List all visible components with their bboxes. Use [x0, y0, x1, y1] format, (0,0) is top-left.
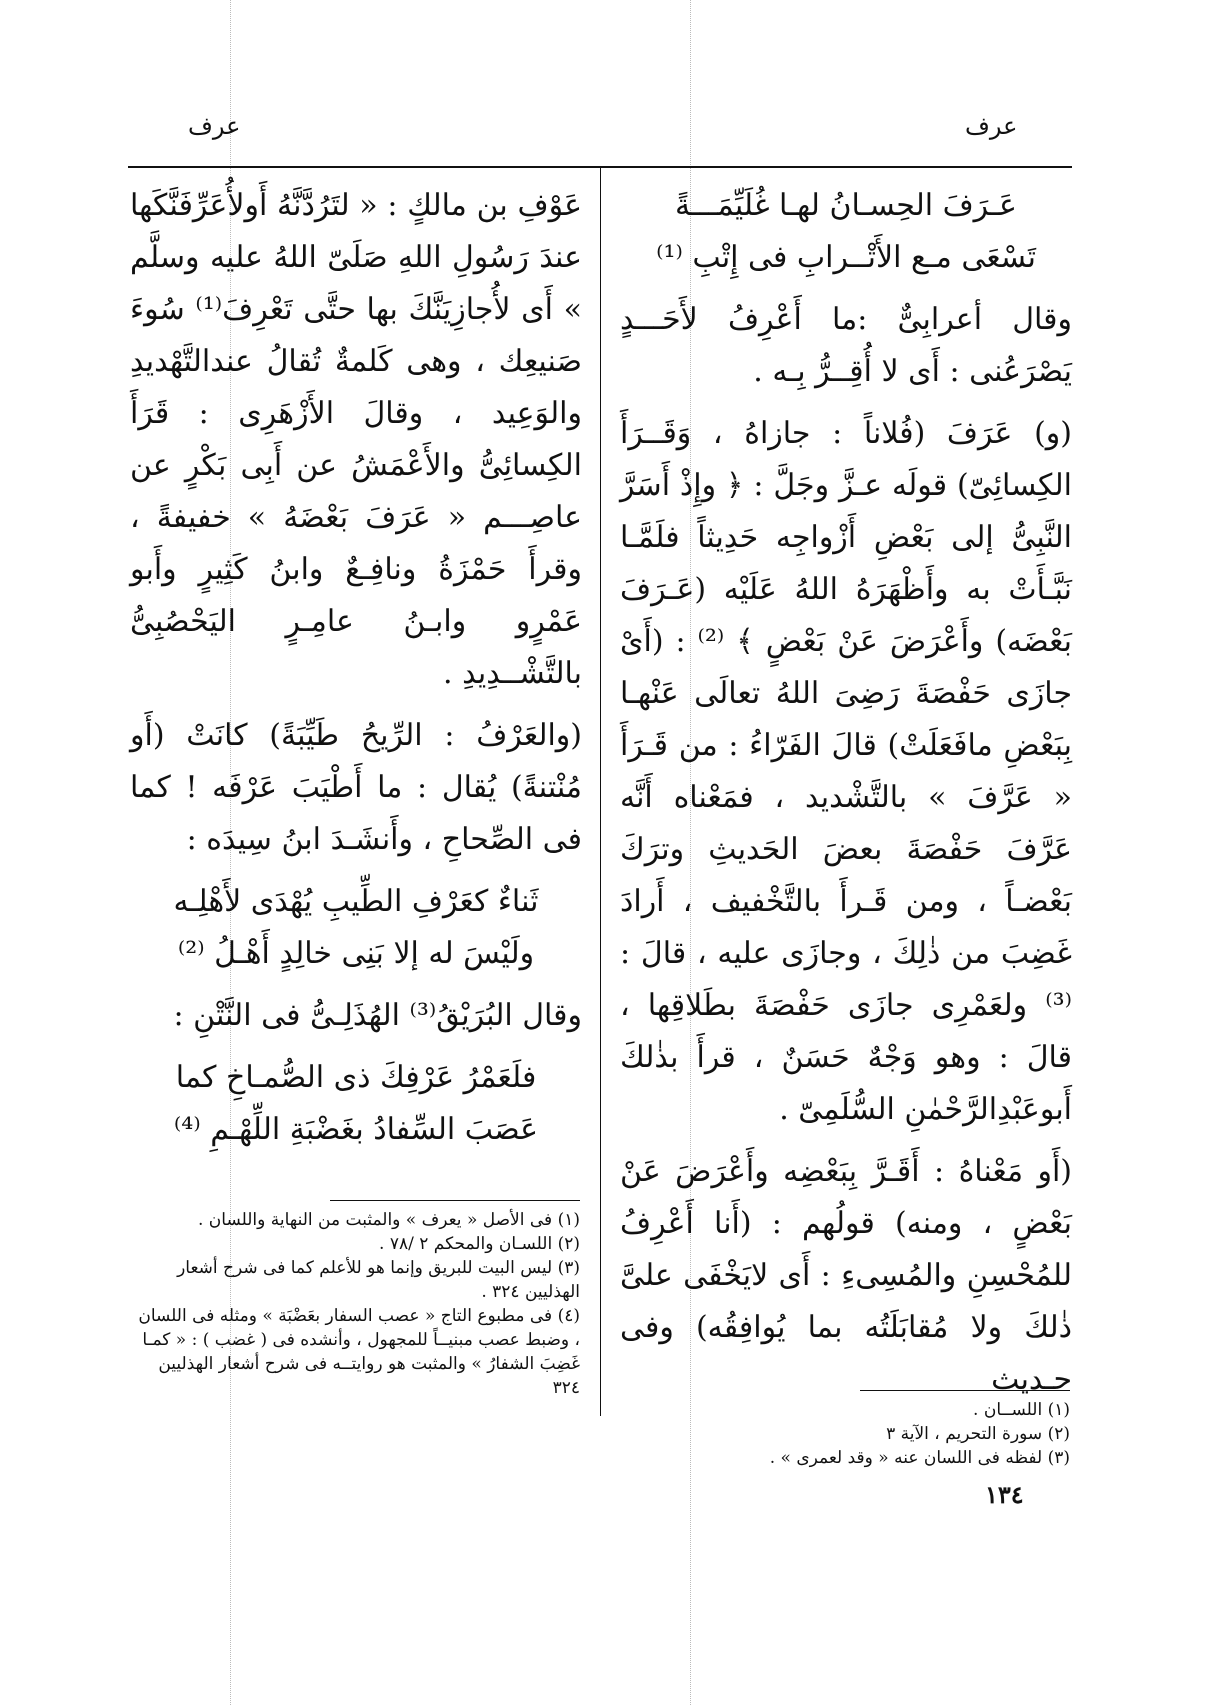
footnote: (٢) اللسـان والمحكم ٢ /٧٨ .: [379, 1234, 580, 1254]
footnote-rule: [860, 1390, 1070, 1391]
right-column: [620, 180, 1072, 1416]
verse: [620, 180, 1072, 284]
running-header-left: عرف: [188, 112, 241, 140]
running-header-right: عرف: [965, 112, 1018, 140]
verse-first-half: عَـرَفَ الحِسـانُ لهـا غُلَيِّمَـــةً: [675, 188, 1017, 223]
footnotes-right: [620, 1398, 1070, 1470]
paragraph: وقال البُرَيْقُ⁽³⁾ الهُذَلِـىُّ فى النَّتْنِ :: [173, 998, 582, 1033]
verse: [130, 876, 582, 980]
footnote-rule: [330, 1200, 580, 1201]
footnote: (٤) فى مطبوع التاج « عصب السفار بعَضْبَة » ومثله فى اللسان ، وضبط عصب مبنيــاً للمجهول ، وأنشده فى ( غضب ) : « كمـا غَضِبَ الشفارُ » والمثبت هو روايتــه فى شرح أشعار الهذليين ٣٢٤: [138, 1306, 580, 1398]
paragraph: (والعَرْفُ : الرِّيحُ طَيِّبَةً) كانَتْ (أَو مُنْتنةً) يُقال : ما أَطْيَبَ عَرْفَه ! كما فى الصِّحاحِ ، وأَنشَـدَ ابنُ سِيدَه :: [130, 718, 582, 857]
verse-first-half: ثَناءٌ كعَرْفِ الطِّيبِ يُهْدَى لأَهْلِـه: [173, 884, 539, 919]
footnote: (٢) سورة التحريم ، الآية ٣: [886, 1424, 1070, 1444]
footnotes-left: [130, 1208, 580, 1400]
left-column: [130, 180, 582, 1166]
footnote: (١) فى الأصل « يعرف » والمثبت من النهاية واللسان .: [197, 1210, 580, 1230]
footnote: (١) اللســان .: [973, 1400, 1070, 1420]
footnote: (٣) لفظه فى اللسان عنه « وقد لعمرى » .: [769, 1448, 1070, 1468]
page-number: ١٣٤: [985, 1480, 1024, 1509]
paragraph: (و) عَرَفَ (فُلاناً : جازاهُ ، وَقَــرَأَ الكِسائِىّ) قولَه عـزَّ وجَلَّ : ﴿ وإِذْ أَسَرَّ النَّبِىُّ إلى بَعْضِ أَزْواجِه حَدِيثاً فلَمَّـا نَبَّـأَتْ به وأَظْهَرَهُ اللهُ عَلَيْه (عَـرَفَ بَعْضَه) وأَعْرَضَ عَنْ بَعْضٍ ﴾ ⁽²⁾ : (أَىْ جازَى حَفْصَةَ رَضِىَ اللهُ تعالَى عَنْهـا بِبَعْضِ مافَعَلَتْ) قالَ الفَرّاءُ : من قَـرَأَ « عَرَّفَ » بالتَّشْديد ، فمَعْناه أَنَّه عَرَّفَ حَفْصَةَ بعضَ الحَديثِ وترَكَ بَعْضـاً ، ومن قَـرأَ بالتَّخْفيف ، أَرادَ غَضِبَ من ذٰلِكَ ، وجازَى عليه ، قالَ :⁽³⁾ ولعَمْرِى جازَى حَفْصَةَ بطَلاقِها ، قالَ : وهو وَجْهٌ حَسَنٌ ، قرأَ بذٰلكَ أَبوعَبْدِالرَّحْمٰنِ السُّلَمِىّ .: [620, 416, 1072, 1127]
footnote: (٣) ليس البيت للبريق وإنما هو للأعلم كما فى شرح أشعار الهذليين ٣٢٤ .: [177, 1258, 580, 1302]
column-divider: [600, 166, 601, 1416]
verse-second-half: عَصَبَ السِّفادُ بغَضْبَةِ اللِّهْـمِ ⁽⁴⁾: [173, 1112, 539, 1147]
verse-first-half: فلَعَمْرُ عَرْفِكَ ذى الصُّمـاخِ كما: [175, 1060, 537, 1095]
paragraph: عَوْفِ بن مالكٍ : « لتَرُدَّنَّهُ أَولأُعَرِّفَنَّكَها عندَ رَسُولِ اللهِ صَلَىّ اللهُ عليه وسلَّم » أَى لأُجازِيَنَّكَ بها حتَّى تَعْرِفَ⁽¹⁾ سُوءَ صَنيعِك ، وهى كَلمةٌ تُقالُ عندالتَّهْديدِ والوَعِيد ، وقالَ الأَزْهَرِى : قَرَأَ الكِسائِىُّ والأَعْمَشُ عن أَبِى بَكْرٍ عن عاصِـــم « عَرَفَ بَعْضَهُ » خفيفةً ، وقرأَ حَمْزَةُ ونافِـعٌ وابنُ كَثِيرٍ وأَبو عَمْرٍو وابـنُ عامِـرٍ اليَحْصُبِىُّ بالتَّشْــدِيدِ .: [130, 188, 582, 691]
verse-second-half: ولَيْسَ له إلا بَنِى خالِدٍ أَهْـلُ ⁽²⁾: [177, 936, 535, 971]
verse: [130, 1052, 582, 1156]
paragraph: وقال أعرابِىٌّ :ما أَعْرِفُ لأَحَـــدٍ يَصْرَعُنى : أَى لا أُقِــرُّ بِـه .: [620, 302, 1072, 389]
verse-second-half: تَسْعَى مـع الأَتْــرابِ فى إِتْبِ ⁽¹⁾: [656, 240, 1036, 275]
paragraph: (أَو مَعْناهُ : أَقَـرَّ بِبَعْضِه وأَعْرَضَ عَنْ بَعْضٍ ، ومنه) قولُهم : (أَنا أَعْرِفُ للمُحْسِنِ والمُسِىءِ : أَى لايَخْفَى علىَّ ذٰلكَ ولا مُقابَلَتُه بما يُوافِقُه) وفى حـديث: [620, 1154, 1072, 1397]
